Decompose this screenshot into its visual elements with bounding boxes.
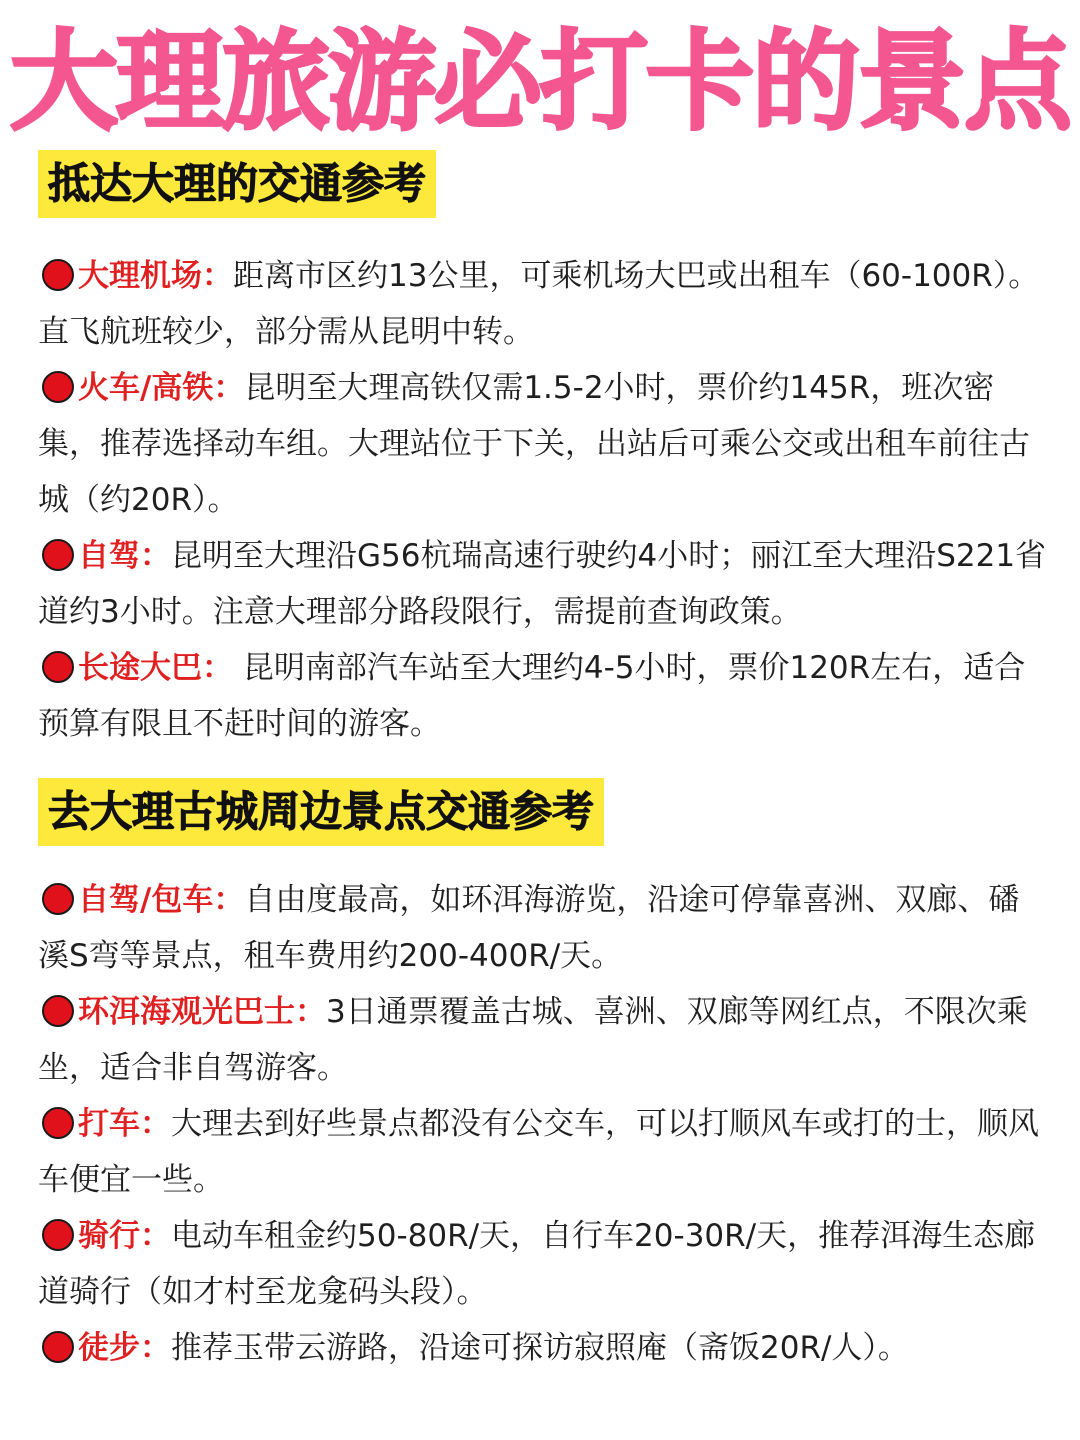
list-item-charter	[38, 872, 1048, 984]
item-label: 骑行：	[78, 1218, 171, 1254]
item-text: 昆明南部汽车站至大理约4-5小时，票价120R左右，适合预算有限且不赶时间的游客。	[38, 650, 1026, 742]
item-text: 自由度最高，如环洱海游览，沿途可停靠喜洲、双廊、磻溪S弯等景点，租车费用约200-400R/天。	[38, 882, 1020, 974]
item-list	[38, 248, 1048, 752]
item-text: 电动车租金约50-80R/天，自行车20-30R/天，推荐洱海生态廊道骑行（如才村至龙龛码头段）。	[38, 1218, 1036, 1310]
red-dot-icon	[42, 651, 74, 683]
red-dot-icon	[42, 995, 74, 1027]
item-text: 3日通票覆盖古城、喜洲、双廊等网红点，不限次乘坐，适合非自驾游客。	[38, 994, 1028, 1086]
item-label: 打车：	[78, 1106, 171, 1142]
list-item-sightseeing-bus	[38, 984, 1048, 1096]
item-text: 昆明至大理沿G56杭瑞高速行驶约4小时；丽江至大理沿S221省道约3小时。注意大理部分路段限行，需提前查询政策。	[38, 538, 1047, 630]
list-item-train	[38, 360, 1048, 528]
list-item-cycling	[38, 1208, 1048, 1320]
red-dot-icon	[42, 539, 74, 571]
page-title: 大理旅游必打卡的景点	[9, 20, 1070, 145]
red-dot-icon	[42, 1331, 74, 1363]
section-header: 去大理古城周边景点交通参考	[38, 778, 604, 846]
list-item-hiking	[38, 1320, 1048, 1376]
item-text: 昆明至大理高铁仅需1.5-2小时，票价约145R，班次密集，推荐选择动车组。大理站位于下关，出站后可乘公交或出租车前往古城（约20R）。	[38, 370, 1030, 518]
red-dot-icon	[42, 1107, 74, 1139]
red-dot-icon	[42, 1219, 74, 1251]
item-list	[38, 872, 1048, 1376]
list-item-taxi	[38, 1096, 1048, 1208]
section-arrival-transport	[38, 150, 1048, 752]
red-dot-icon	[42, 259, 74, 291]
list-item-self-drive	[38, 528, 1048, 640]
item-label: 自驾：	[78, 538, 171, 574]
item-text: 推荐玉带云游路，沿途可探访寂照庵（斋饭20R/人）。	[171, 1330, 909, 1366]
item-text: 距离市区约13公里，可乘机场大巴或出租车（60-100R）。直飞航班较少，部分需从昆明中转。	[38, 258, 1040, 350]
list-item-airport	[38, 248, 1048, 360]
item-label: 长途大巴：	[78, 650, 233, 686]
item-label: 自驾/包车：	[78, 882, 245, 918]
red-dot-icon	[42, 371, 74, 403]
red-dot-icon	[42, 883, 74, 915]
item-label: 环洱海观光巴士：	[78, 994, 326, 1030]
list-item-long-distance-bus	[38, 640, 1048, 752]
item-label: 火车/高铁：	[78, 370, 245, 406]
item-text: 大理去到好些景点都没有公交车，可以打顺风车或打的士，顺风车便宜一些。	[38, 1106, 1039, 1198]
section-header: 抵达大理的交通参考	[38, 150, 436, 218]
section-around-old-town-transport	[38, 778, 1048, 1376]
item-label: 徒步：	[78, 1330, 171, 1366]
item-label: 大理机场：	[78, 258, 233, 294]
